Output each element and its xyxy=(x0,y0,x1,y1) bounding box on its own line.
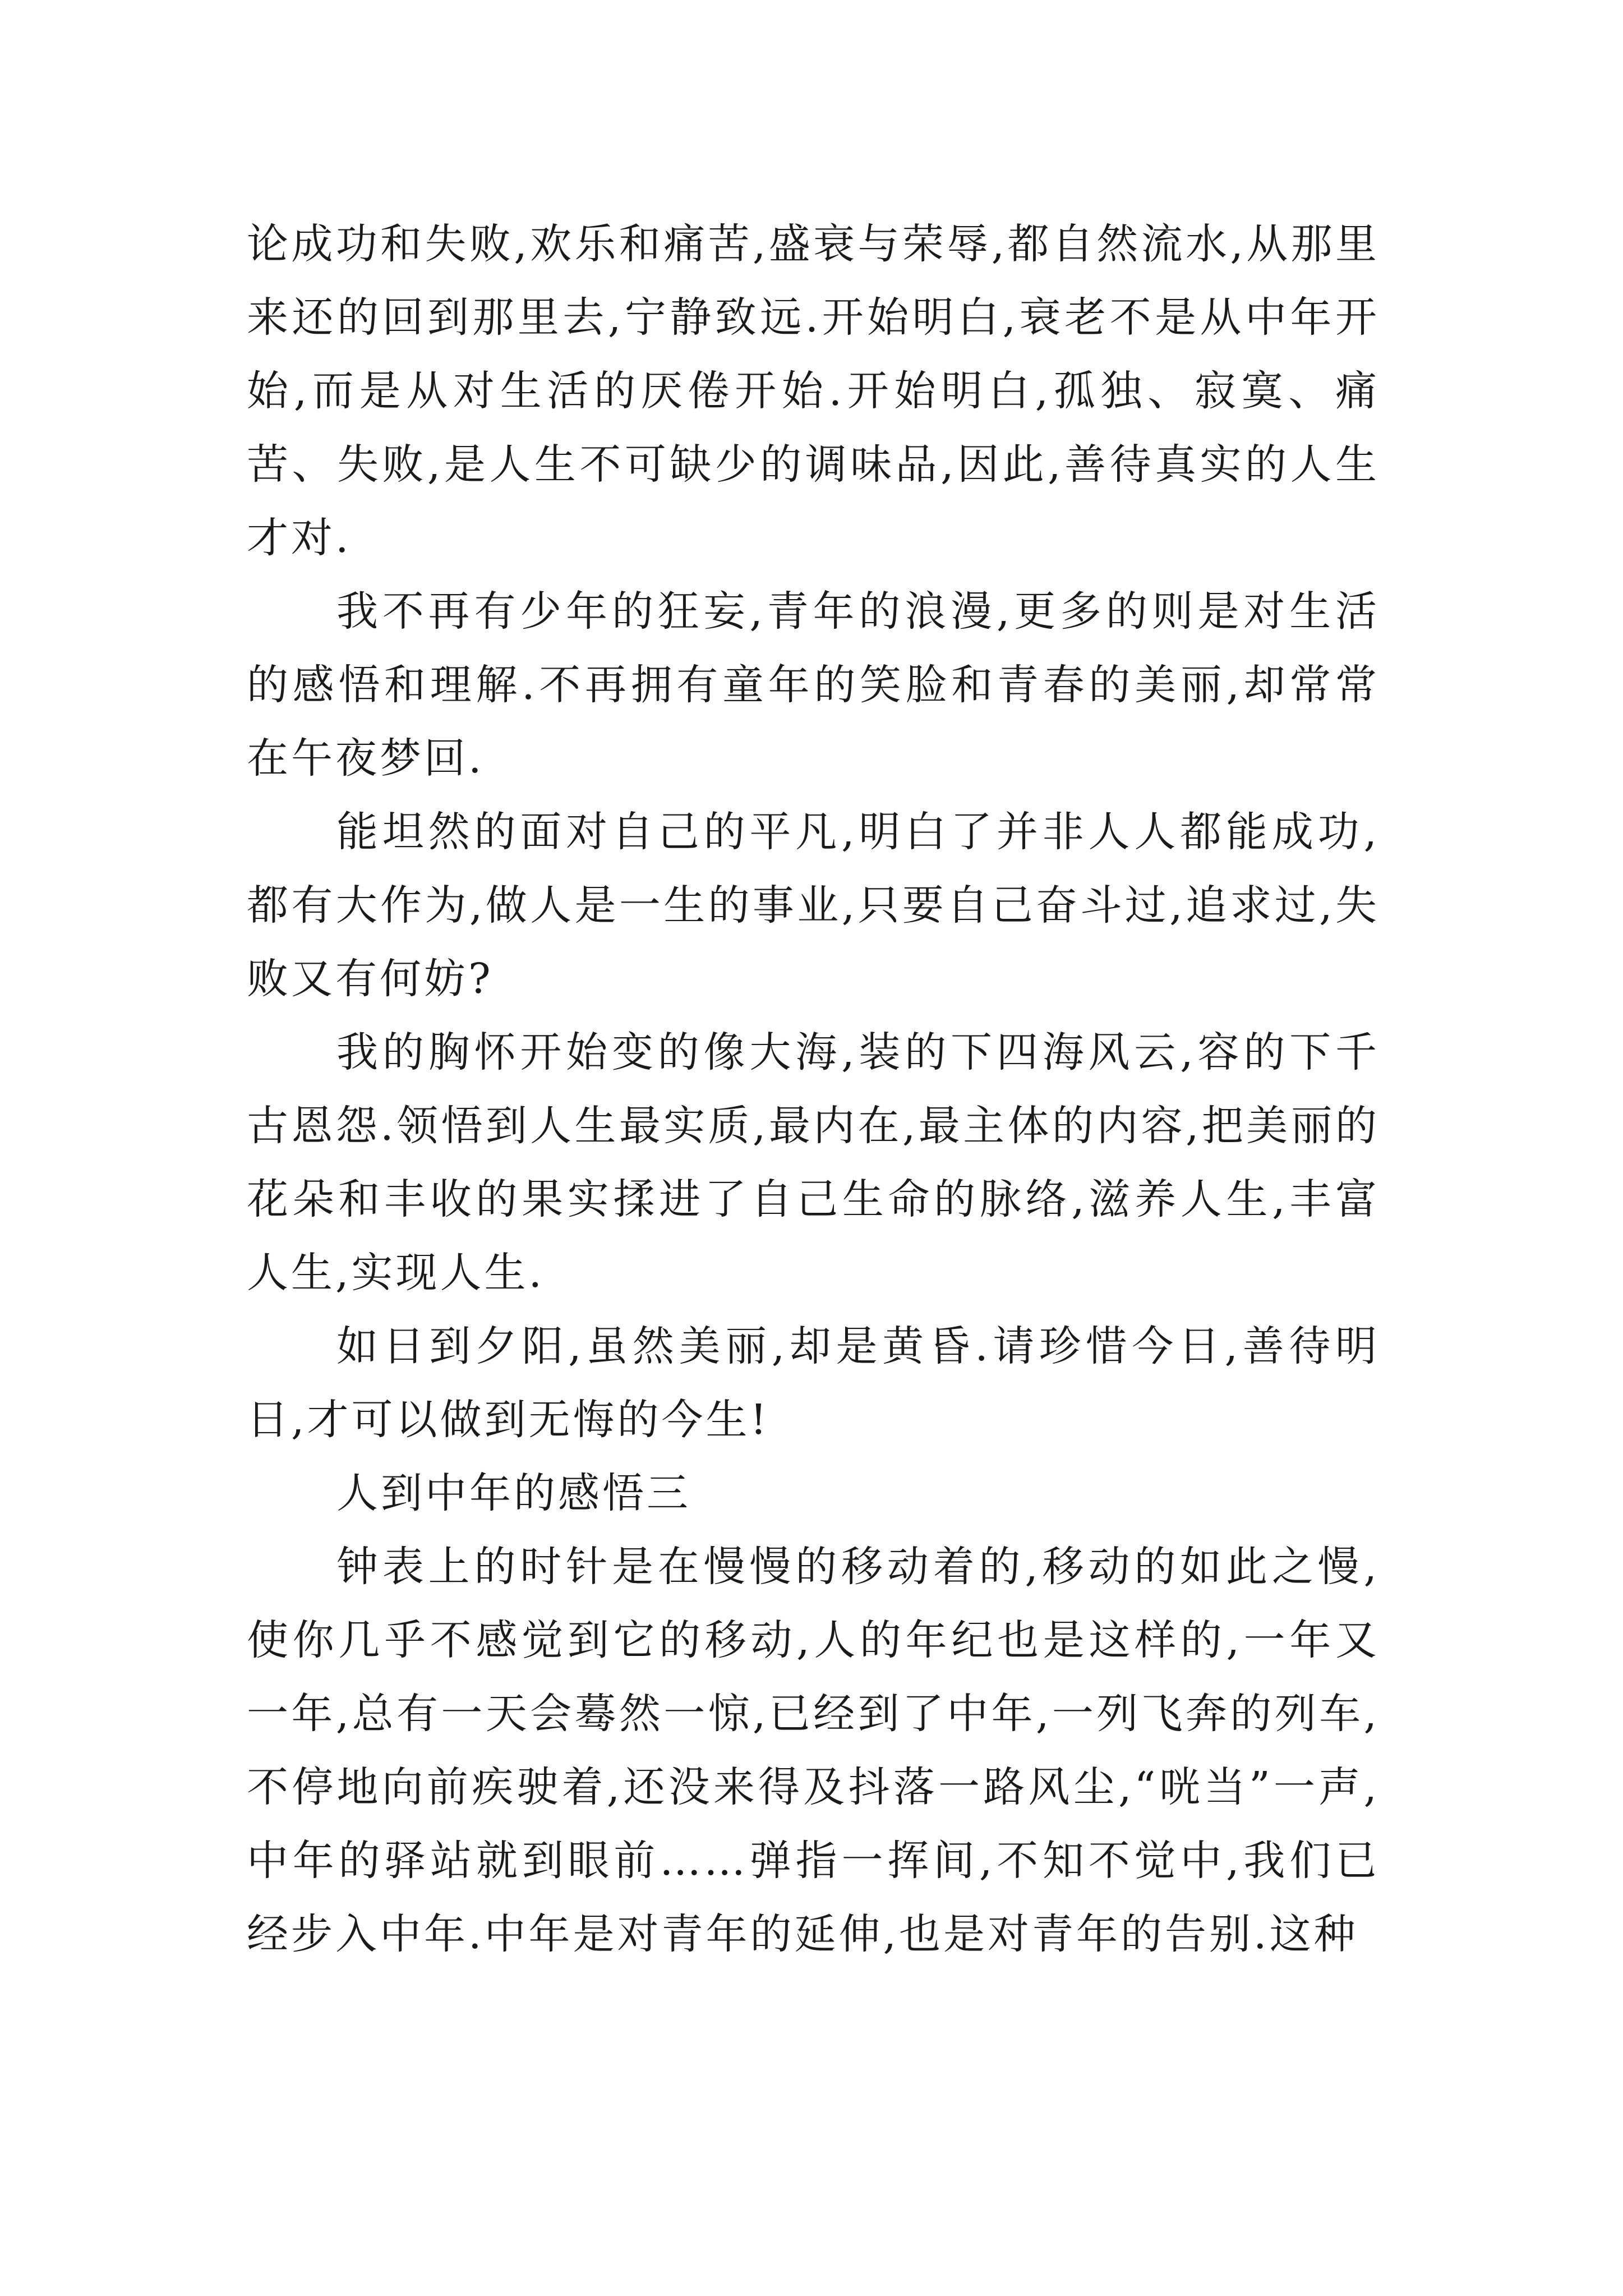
body-text xyxy=(247,208,1380,1971)
section-heading: 人到中年的感悟三 xyxy=(336,1469,691,1517)
paragraph: 如日到夕阳,虽然美丽,却是黄昏.请珍惜今日,善待明日,才可以做到无悔的今生! xyxy=(247,1322,1380,1444)
paragraph-continued: 论成功和失败,欢乐和痛苦,盛衰与荣辱,都自然流水,从那里来还的回到那里去,宁静致远.开始明白,衰老不是从中年开始,而是从对生活的厌倦开始.开始明白,孤独、寂寞、痛苦、失败,是人生不可缺少的调味品,因此,善待真实的人生才对. xyxy=(247,220,1380,562)
paragraph: 我不再有少年的狂妄,青年的浪漫,更多的则是对生活的感悟和理解.不再拥有童年的笑脸和青春的美丽,却常常在午夜梦回. xyxy=(247,587,1380,783)
paragraph: 能坦然的面对自己的平凡,明白了并非人人都能成功,都有大作为,做人是一生的事业,只要自己奋斗过,追求过,失败又有何妨? xyxy=(247,808,1380,1003)
paragraph: 钟表上的时针是在慢慢的移动着的,移动的如此之慢,使你几乎不感觉到它的移动,人的年纪也是这样的,一年又一年,总有一天会蓦然一惊,已经到了中年,一列飞奔的列车,不停地向前疾驶着,还没来得及抖落一路风尘,“咣当”一声,中年的驿站就到眼前……弹指一挥间,不知不觉中,我们已经步入中年.中年是对青年的延伸,也是对青年的告别.这种 xyxy=(247,1543,1380,1958)
paragraph: 我的胸怀开始变的像大海,装的下四海风云,容的下千古恩怨.领悟到人生最实质,最内在,最主体的内容,把美丽的花朵和丰收的果实揉进了自己生命的脉络,滋养人生,丰富人生,实现人生. xyxy=(247,1028,1380,1297)
